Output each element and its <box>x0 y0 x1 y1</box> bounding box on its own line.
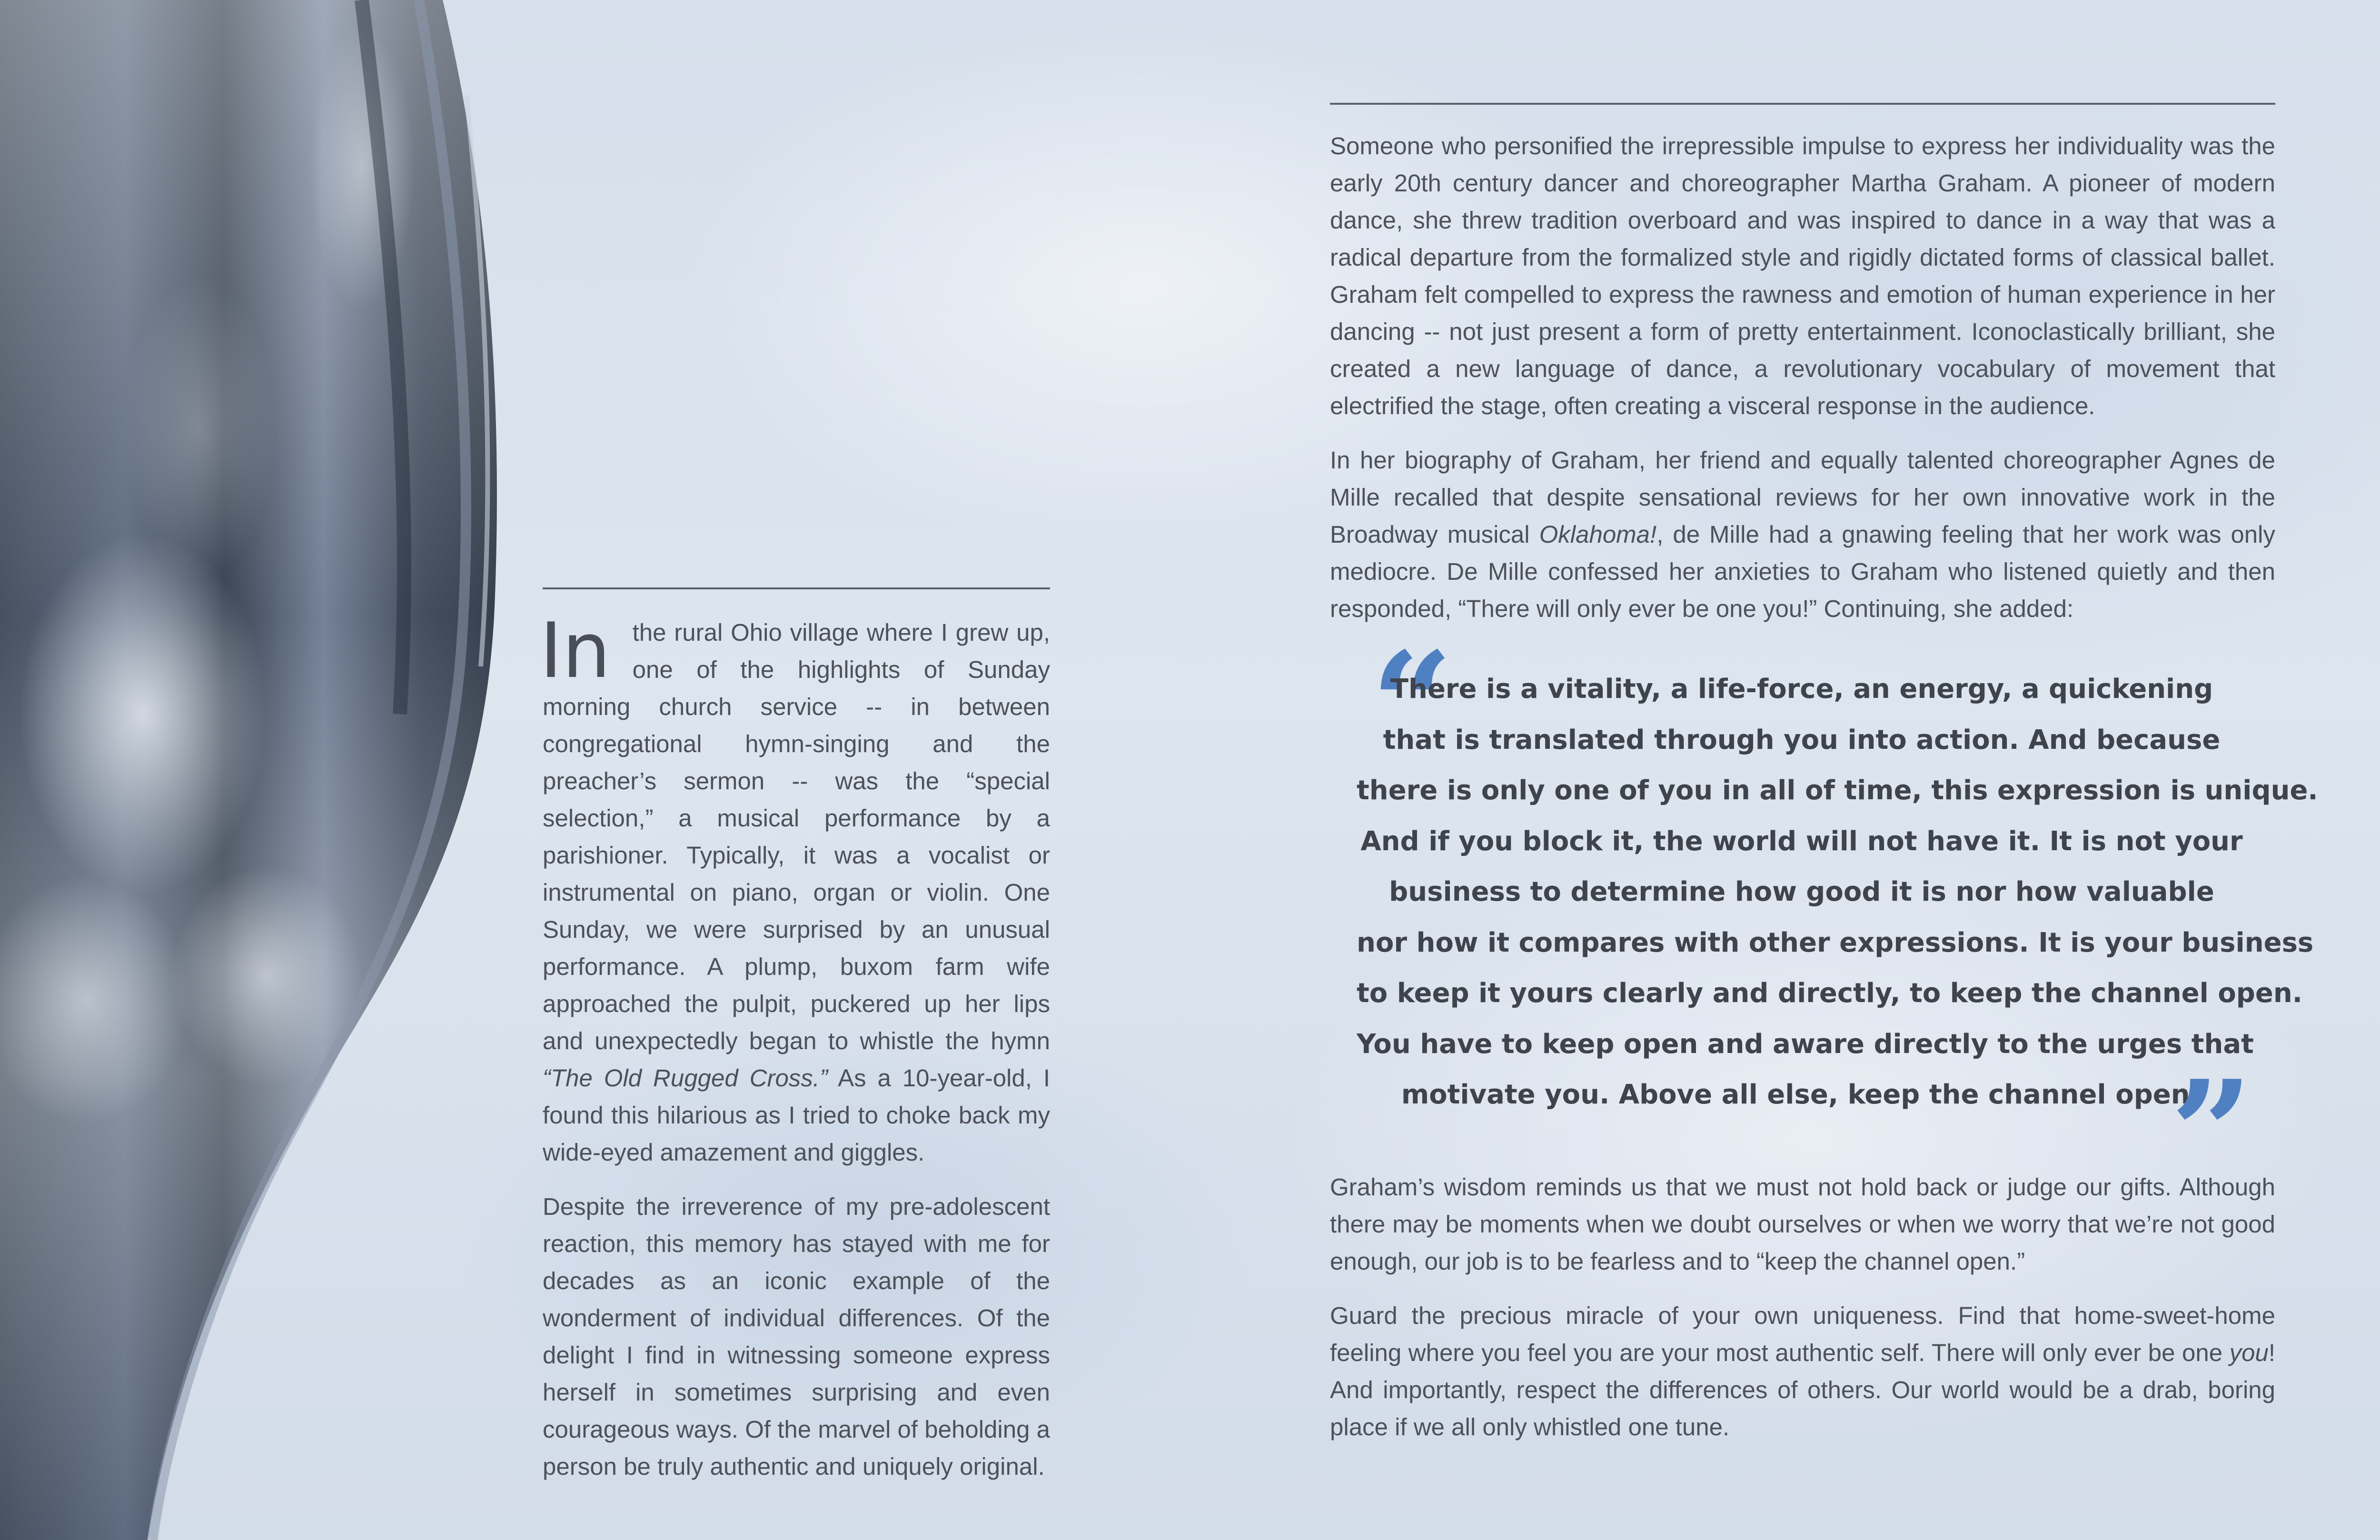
quote-line: There is a vitality, a life-force, an energy, a quickening <box>1390 674 2213 705</box>
dropcap: In <box>540 606 611 695</box>
right-column-rule <box>1330 103 2275 105</box>
left-column <box>540 606 1051 1502</box>
quote-line: that is translated through you into action. And because <box>1383 724 2221 755</box>
quote-line: to keep it yours clearly and directly, to keep the channel open. <box>1357 978 2303 1009</box>
left-paragraph-1-end: As a 10-year-old, I found this hilarious as I tried to choke back my wide-eyed amazement and giggles. <box>543 1064 1051 1166</box>
right-paragraph-3: Graham’s wisdom reminds us that we must not hold back or judge our gifts. Although there may be moments when we doubt ourselves or when we worry that we’re not good enough, our job is to be fearless and to “keep the channel open.” <box>1330 1173 2275 1275</box>
right-paragraph-4-text: Guard the precious miracle of your own uniqueness. Find that home-sweet-home feeling where you feel you are your most authentic self. There will only ever be one <box>1330 1302 2275 1366</box>
quote-line: nor how it compares with other expressions. It is your business <box>1357 927 2314 958</box>
right-paragraph-4 <box>1330 1297 2275 1446</box>
quote-line: there is only one of you in all of time, this expression is unique. <box>1357 775 2318 806</box>
musical-title: Oklahoma! <box>1539 521 1657 548</box>
right-paragraph-1: Someone who personified the irrepressible impulse to express her individuality was the early 20th century dancer and choreographer Martha Graham. A pioneer of modern dance, she threw tradition overboard and was inspired to dance in a way that was a radical departure from the formalized style and rigidly dictated forms of classical ballet. Graham felt compelled to express the rawness and emotion of human experience in her dancing -- not just present a form of pretty entertainment. Iconoclastically brilliant, she created a new language of dance, a revolutionary vocabulary of movement that electrified the stage, often creating a visceral response in the audience. <box>1330 132 2275 419</box>
quote-line: You have to keep open and aware directly to the urges that <box>1357 1028 2254 1060</box>
satin-fabric-image <box>0 0 524 1540</box>
quote-line: motivate you. Above all else, keep the channel open! <box>1401 1079 2202 1110</box>
left-paragraph-1 <box>540 606 1051 1171</box>
left-paragraph-2: Despite the irreverence of my pre-adolescent reaction, this memory has stayed with me for decades as an iconic example of the wonderment of individual differences. Of the delight I find in witnessing someone express herself in sometimes surprising and even courageous ways. Of the marvel of beholding a person be truly authentic and uniquely original. <box>543 1193 1050 1480</box>
right-paragraph-4-end: ! And importantly, respect the differences of others. Our world would be a drab, boring place if we all only whistled one tune. <box>1330 1339 2275 1441</box>
quote-line: And if you block it, the world will not have it. It is not your <box>1360 825 2243 857</box>
pull-quote <box>1357 664 2318 1121</box>
emphasis-you: you <box>2229 1339 2269 1366</box>
right-column-bottom <box>1330 1169 2275 1463</box>
right-column-top <box>1330 128 2275 645</box>
hymn-title: “The Old Rugged Cross.” <box>543 1064 828 1092</box>
left-column-rule <box>543 587 1050 589</box>
right-paragraph-2 <box>1330 442 2275 627</box>
open-quote-mark: “ <box>1371 620 1453 788</box>
left-paragraph-1-text: the rural Ohio village where I grew up, one of the highlights of Sunday morning church service -- in between congregational hymn-singing and the preacher’s sermon -- was the “special selection,” a musical performance by a parishioner. Typically, it was a vocalist or instrumental on piano, organ or violin. One Sunday, we were surprised by an unusual performance. A plump, buxom farm wife approached the pulpit, puckered up her lips and unexpectedly began to whistle the hymn <box>543 619 1050 1054</box>
right-paragraph-2-text: In her biography of Graham, her friend and equally talented choreographer Agnes de Mille recalled that despite sensational reviews for her own innovative work in the Broadway musical <box>1330 447 2275 548</box>
close-quote-mark: ” <box>2171 1049 2253 1217</box>
right-paragraph-2-end: , de Mille had a gnawing feeling that her work was only mediocre. De Mille confessed her anxieties to Graham who listened quietly and then responded, “There will only ever be one you!” Continuing, she added: <box>1330 521 2275 622</box>
quote-line: business to determine how good it is nor how valuable <box>1389 876 2214 907</box>
